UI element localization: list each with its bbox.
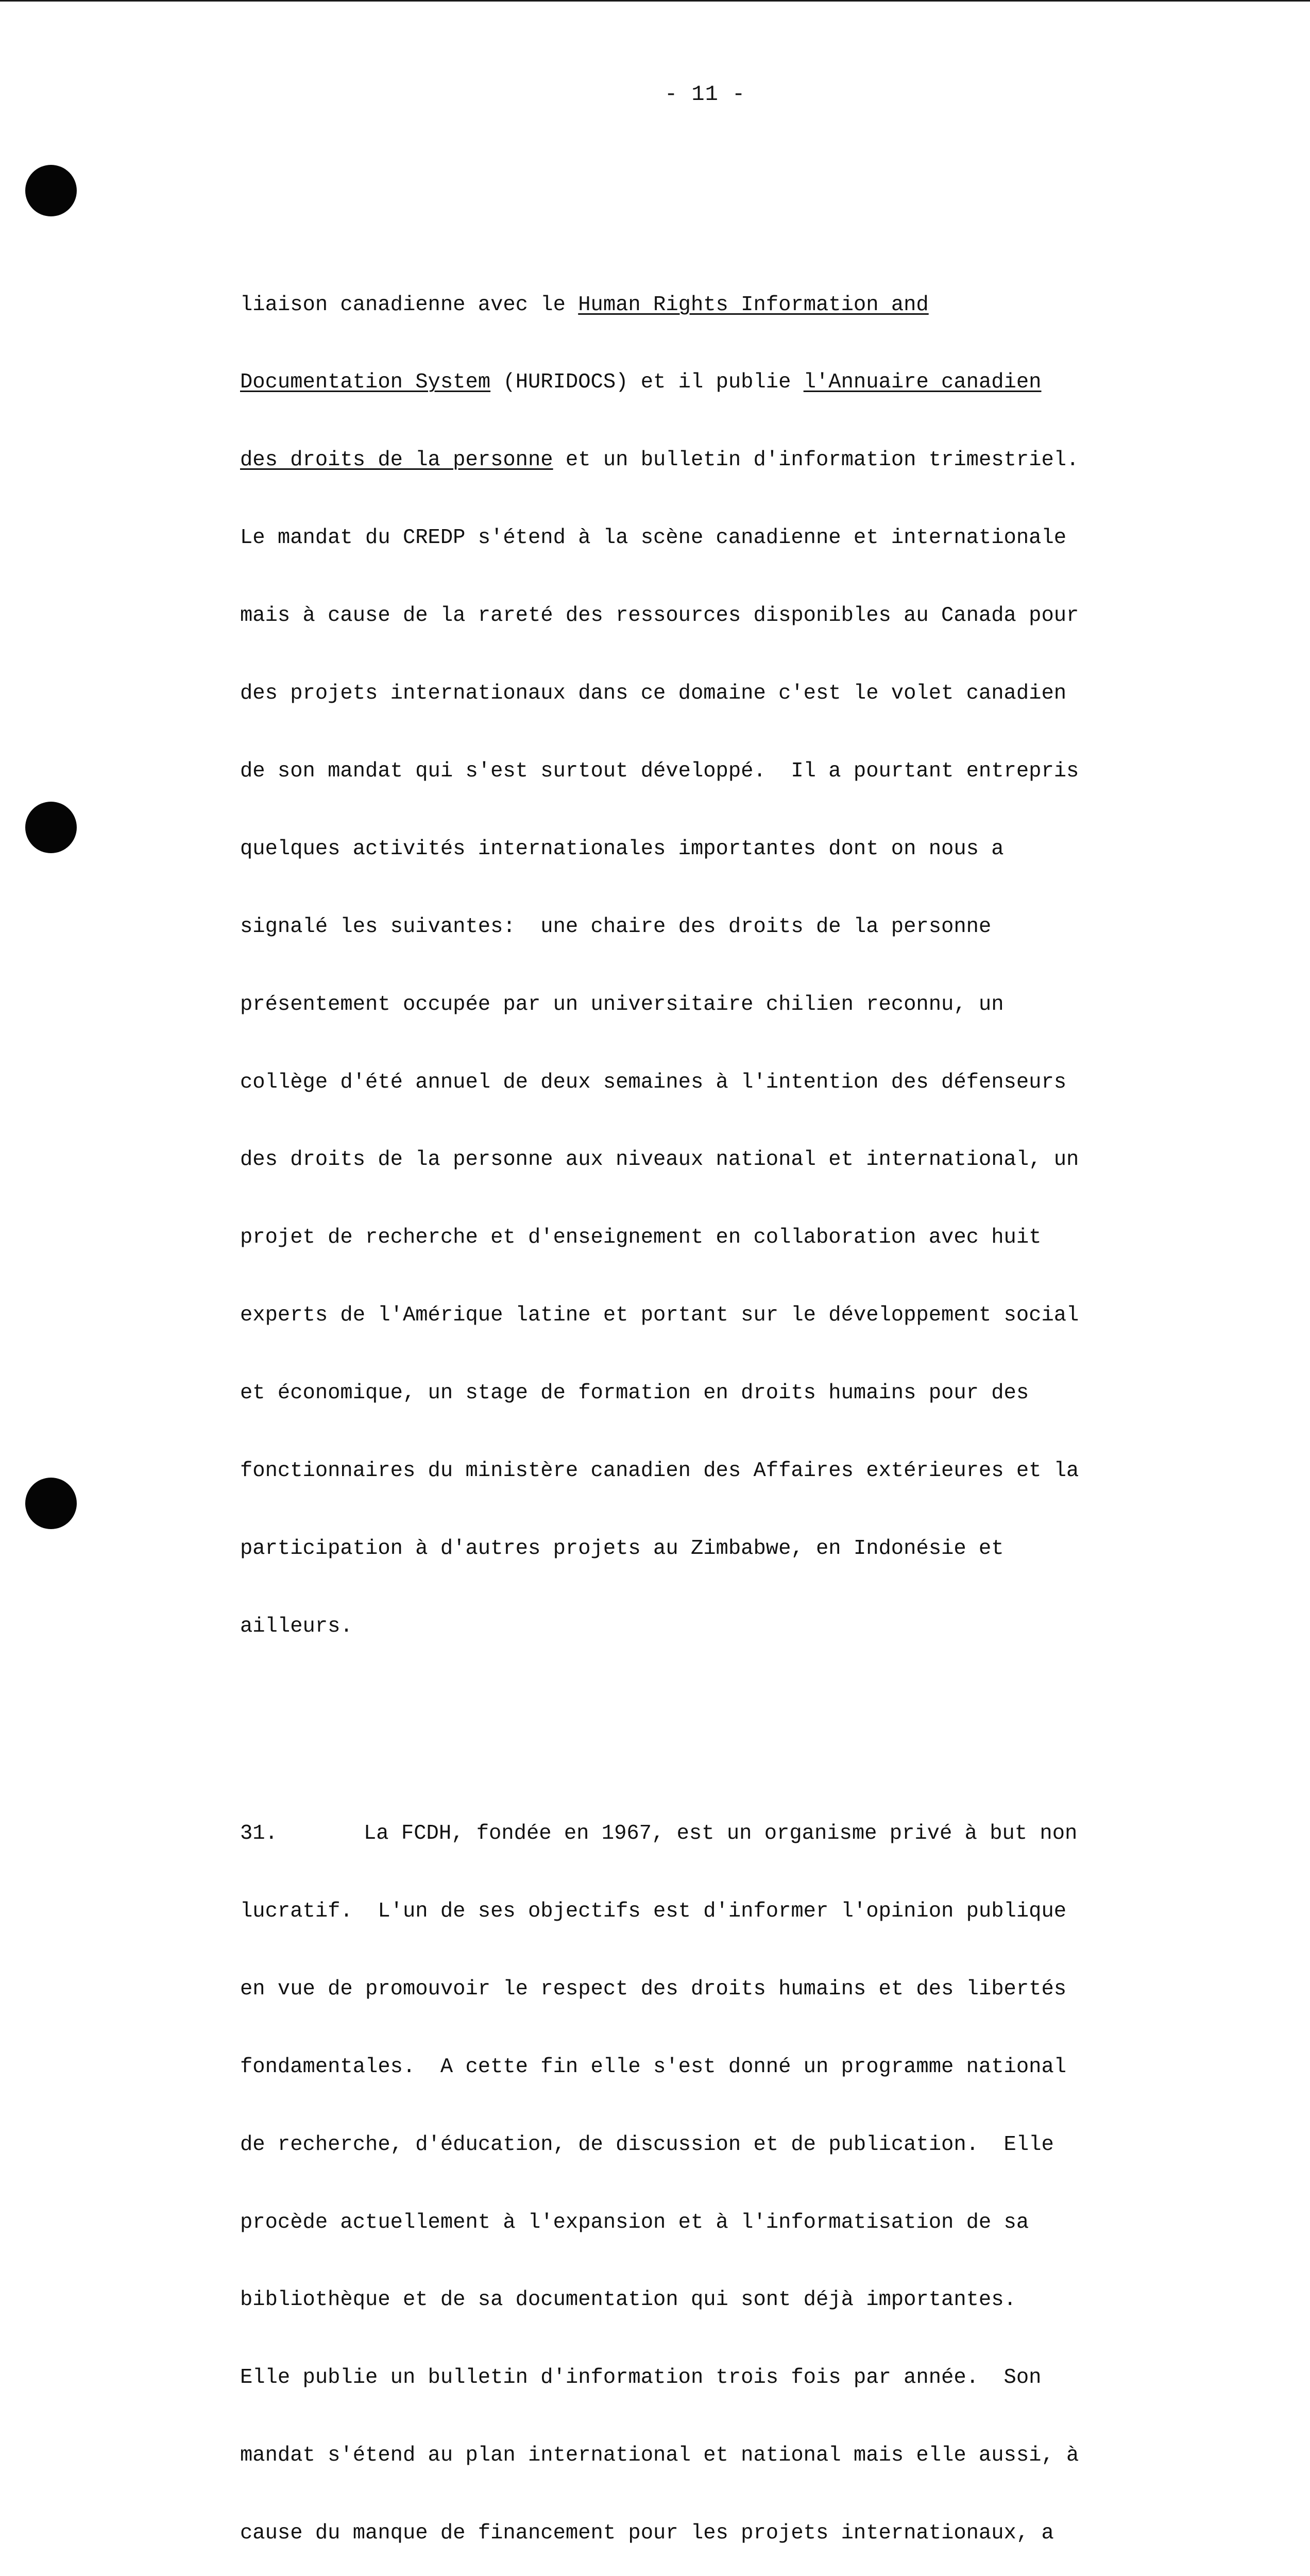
text-line: de son mandat qui s'est surtout développé. Il a pourtant entrepris <box>240 759 1079 783</box>
text-line: participation à d'autres projets au Zimbabwe, en Indonésie et <box>240 1536 1004 1561</box>
text-line: présentement occupée par un universitaire chilien reconnu, un <box>240 992 1004 1016</box>
text-line: experts de l'Amérique latine et portant sur le développement social <box>240 1303 1079 1328</box>
punch-hole <box>25 165 77 216</box>
text-line: Elle publie un bulletin d'information trois fois par année. Son <box>240 2366 1042 2390</box>
text-line: cause du manque de financement pour les projets internationaux, a <box>240 2521 1054 2546</box>
text-line: des droits de la personne et un bulletin d'information trimestriel. <box>240 448 1079 472</box>
text-line: de recherche, d'éducation, de discussion et de publication. Elle <box>240 2132 1054 2157</box>
underlined-title: l'Annuaire canadien <box>803 370 1042 395</box>
text-line: en vue de promouvoir le respect des droits humains et des libertés <box>240 1977 1067 2001</box>
text-line: mais à cause de la rareté des ressources disponibles au Canada pour <box>240 604 1079 628</box>
text-line: des droits de la personne aux niveaux national et international, un <box>240 1148 1079 1172</box>
text-line: projet de recherche et d'enseignement en collaboration avec huit <box>240 1226 1042 1250</box>
text-line: fonctionnaires du ministère canadien des Affaires extérieures et la <box>240 1459 1079 1483</box>
paragraph-number: 31. <box>240 1822 278 1846</box>
text-line: 31. La FCDH, fondée en 1967, est un organisme privé à but non <box>240 1821 1116 1846</box>
text-line: fondamentales. A cette fin elle s'est donné un programme national <box>240 2055 1067 2079</box>
underlined-title: des droits de la personne <box>240 448 553 472</box>
text-line: Documentation System (HURIDOCS) et il publie l'Annuaire canadien <box>240 370 1042 395</box>
text-line: ailleurs. <box>240 1614 353 1638</box>
text-line: quelques activités internationales importantes dont on nous a <box>240 837 1004 861</box>
text-line: des projets internationaux dans ce domaine c'est le volet canadien <box>240 682 1067 706</box>
text-line: mandat s'étend au plan international et national mais elle aussi, à <box>240 2444 1079 2468</box>
text-line: bibliothèque et de sa documentation qui sont déjà importantes. <box>240 2288 1016 2312</box>
page-top-edge <box>0 0 1310 2</box>
text-line: liaison canadienne avec le Human Rights Information and <box>240 293 929 317</box>
underlined-title: Documentation System <box>240 370 491 395</box>
text-line: collège d'été annuel de deux semaines à l'intention des défenseurs <box>240 1070 1067 1094</box>
text-line: et économique, un stage de formation en droits humains pour des <box>240 1381 1029 1405</box>
document-body <box>240 240 1116 2576</box>
page-number: - 11 - <box>665 82 746 107</box>
text-line: procède actuellement à l'expansion et à l'informatisation de sa <box>240 2210 1029 2234</box>
text-line: signalé les suivantes: une chaire des droits de la personne <box>240 914 992 939</box>
text-line: lucratif. L'un de ses objectifs est d'informer l'opinion publique <box>240 1900 1067 1923</box>
paragraph-spacer <box>240 1717 1116 1743</box>
text-line: Le mandat du CREDP s'étend à la scène canadienne et internationale <box>240 526 1067 550</box>
punch-hole <box>25 802 77 853</box>
underlined-title: Human Rights Information and <box>578 293 929 317</box>
punch-hole <box>25 1478 77 1529</box>
